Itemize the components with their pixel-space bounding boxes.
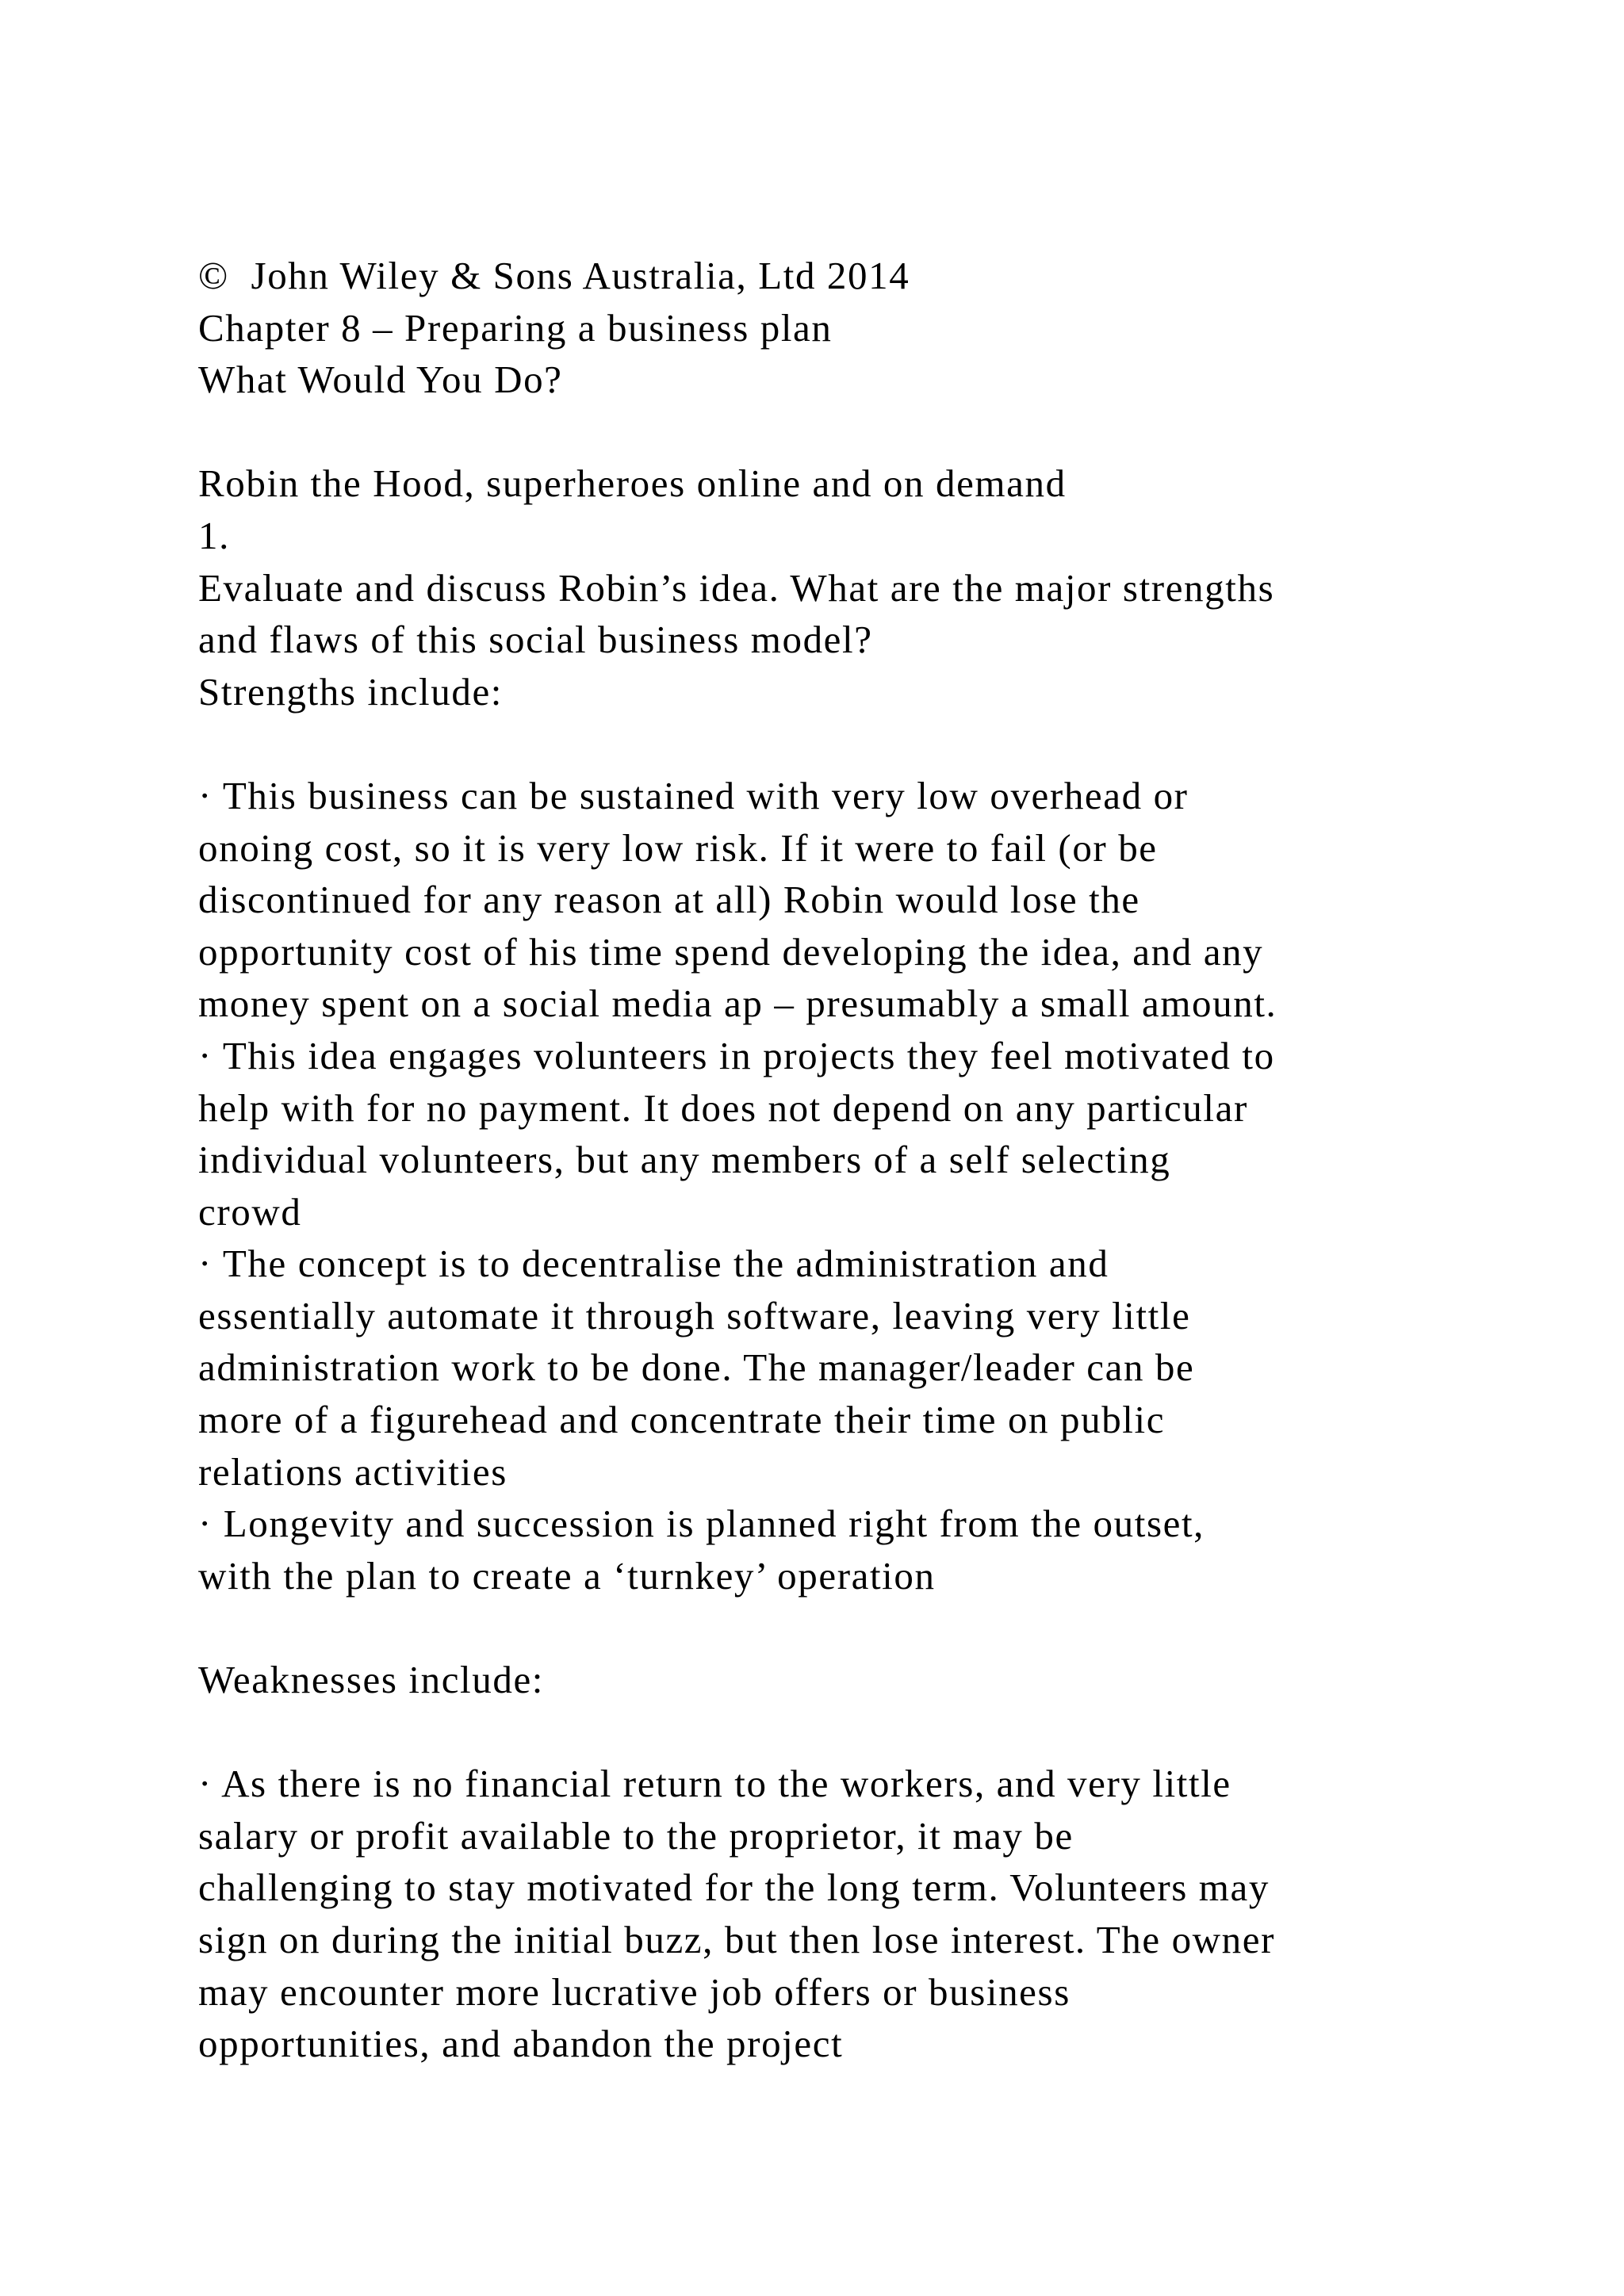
blank-line [198, 406, 1435, 458]
weakness-item-1: may encounter more lucrative job offers or business [198, 1969, 1071, 2014]
copyright-line: © John Wiley & Sons Australia, Ltd 2014 [198, 254, 910, 297]
weaknesses-heading: Weaknesses include: [198, 1658, 545, 1702]
document-body [198, 250, 1435, 2070]
strength-item-1: money spent on a social media ap – presumably a small amount. [198, 982, 1277, 1026]
strength-item-3: · The concept is to decentralise the administration and [198, 1242, 1109, 1286]
question-text: Evaluate and discuss Robin’s idea. What are the major strengths [198, 565, 1275, 610]
strength-item-2: individual volunteers, but any members of a self selecting [198, 1138, 1171, 1182]
case-title: Robin the Hood, superheroes online and on demand [198, 461, 1067, 506]
weakness-item-1: opportunities, and abandon the project [198, 2022, 844, 2066]
question-text: and flaws of this social business model? [198, 618, 873, 662]
strength-item-1: opportunity cost of his time spend developing the idea, and any [198, 929, 1264, 974]
strength-item-2: help with for no payment. It does not depend on any particular [198, 1085, 1248, 1130]
strength-item-2: · This idea engages volunteers in projects they feel motivated to [198, 1033, 1275, 1077]
blank-line [198, 1706, 1435, 1758]
strength-item-4: with the plan to create a ‘turnkey’ operation [198, 1553, 936, 1598]
question-number: 1. [198, 513, 230, 557]
weakness-item-1: · As there is no financial return to the workers, and very little [198, 1762, 1231, 1806]
strengths-heading: Strengths include: [198, 669, 504, 714]
strength-item-3: relations activities [198, 1449, 508, 1494]
strength-item-1: discontinued for any reason at all) Robin would lose the [198, 878, 1140, 922]
blank-line [198, 718, 1435, 770]
weakness-item-1: sign on during the initial buzz, but then lose interest. The owner [198, 1918, 1276, 1961]
blank-line [198, 1601, 1435, 1654]
strength-item-1: · This business can be sustained with very low overhead or [198, 773, 1189, 817]
section-title: What Would You Do? [198, 358, 563, 402]
strength-item-4: · Longevity and succession is planned right from the outset, [198, 1502, 1205, 1546]
strength-item-3: more of a figurehead and concentrate their time on public [198, 1398, 1166, 1442]
strength-item-2: crowd [198, 1189, 302, 1234]
weakness-item-1: challenging to stay motivated for the long term. Volunteers may [198, 1866, 1270, 1910]
strength-item-3: essentially automate it through software, leaving very little [198, 1293, 1191, 1337]
weakness-item-1: salary or profit available to the proprietor, it may be [198, 1813, 1074, 1858]
strength-item-1: onoing cost, so it is very low risk. If it were to fail (or be [198, 825, 1158, 870]
chapter-title: Chapter 8 – Preparing a business plan [198, 305, 833, 350]
strength-item-3: administration work to be done. The manager/leader can be [198, 1345, 1195, 1390]
